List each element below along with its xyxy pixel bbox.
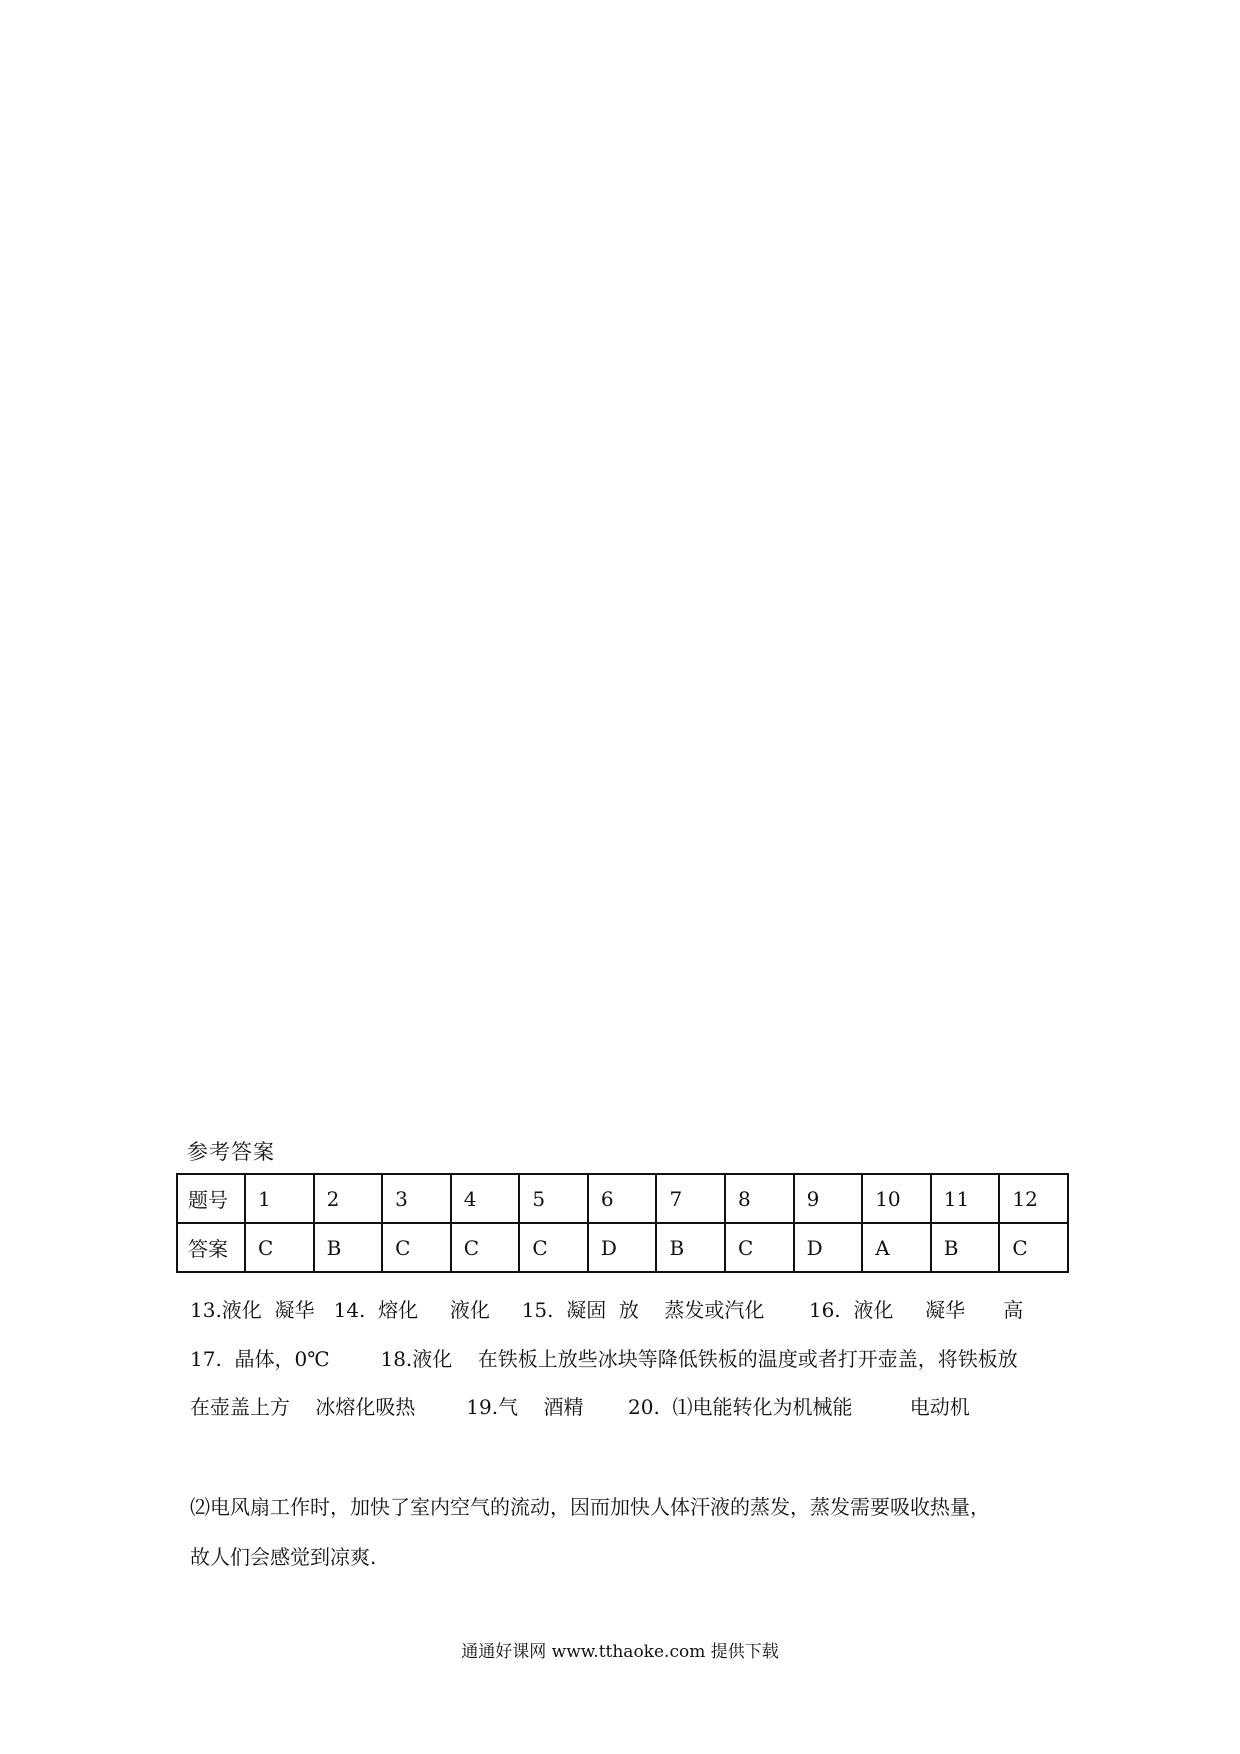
question-number-cell: 2	[314, 1174, 383, 1223]
answer-line: 在壶盖上方 冰熔化吸热 19.气 酒精 20. ⑴电能转化为机械能 电动机	[190, 1395, 970, 1419]
answer-cell: C	[245, 1223, 314, 1272]
section-title: 参考答案	[187, 1140, 275, 1164]
answer-cell: B	[931, 1223, 1000, 1272]
question-number-cell: 7	[656, 1174, 725, 1223]
answer-cell: A	[862, 1223, 931, 1272]
row-label-number: 题号	[177, 1174, 245, 1223]
question-number-cell: 10	[862, 1174, 931, 1223]
question-number-cell: 12	[999, 1174, 1068, 1223]
question-number-cell: 6	[588, 1174, 657, 1223]
question-number-cell: 3	[382, 1174, 451, 1223]
answer-cell: C	[519, 1223, 588, 1272]
question-number-cell: 1	[245, 1174, 314, 1223]
answer-cell: C	[382, 1223, 451, 1272]
page-footer: 通通好课网 www.tthaoke.com 提供下载	[461, 1642, 779, 1662]
table-row-answers	[177, 1223, 1068, 1272]
answer-line: 17. 晶体，0℃ 18.液化 在铁板上放些冰块等降低铁板的温度或者打开壶盖，将铁板放	[190, 1347, 1018, 1371]
answer-line: ⑵电风扇工作时，加快了室内空气的流动，因而加快人体汗液的蒸发，蒸发需要吸收热量，	[190, 1495, 990, 1519]
answer-cell: C	[999, 1223, 1068, 1272]
answer-line: 13.液化 凝华 14. 熔化 液化 15. 凝固 放 蒸发或汽化 16. 液化 凝华 高	[190, 1298, 1024, 1322]
question-number-cell: 9	[794, 1174, 863, 1223]
answer-cell: D	[588, 1223, 657, 1272]
question-number-cell: 4	[451, 1174, 520, 1223]
question-number-cell: 8	[725, 1174, 794, 1223]
answer-cell: C	[725, 1223, 794, 1272]
question-number-cell: 5	[519, 1174, 588, 1223]
row-label-answer: 答案	[177, 1223, 245, 1272]
answer-line: 故人们会感觉到凉爽.	[190, 1545, 377, 1569]
answer-cell: B	[314, 1223, 383, 1272]
answer-table	[176, 1173, 1069, 1273]
table-row-numbers	[177, 1174, 1068, 1223]
answer-cell: D	[794, 1223, 863, 1272]
answer-cell: C	[451, 1223, 520, 1272]
answer-cell: B	[656, 1223, 725, 1272]
question-number-cell: 11	[931, 1174, 1000, 1223]
